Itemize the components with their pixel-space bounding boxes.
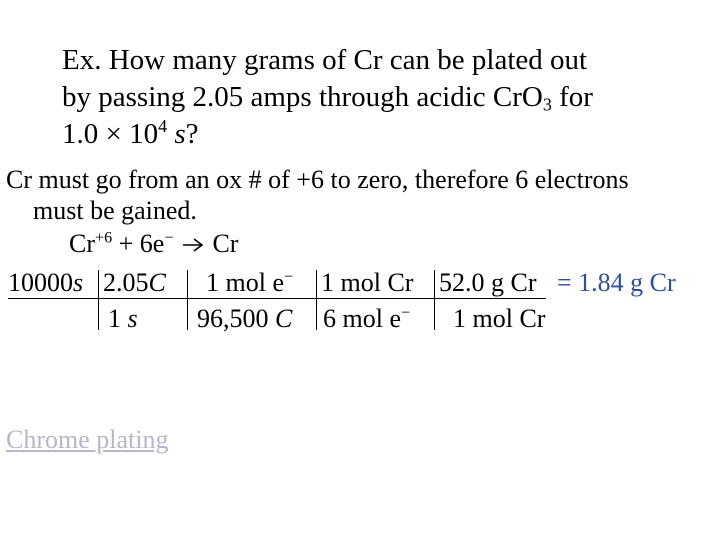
numerator-coulombs: 2.05C — [103, 268, 166, 297]
explanation-text — [6, 164, 716, 226]
column-divider — [187, 270, 188, 330]
denominator-faraday: 96,500 C — [197, 304, 293, 333]
title-line-2: by passing 2.05 amps through acidic CrO$_3$ for — [62, 81, 593, 115]
explanation-line-1: Cr must go from an ox # of +6 to zero, therefore 6 electrons — [6, 165, 629, 194]
denominator-mol-electrons: 6 mol e− — [323, 304, 411, 333]
numerator-mol-cr: 1 mol Cr — [321, 268, 414, 297]
half-reaction: $Cr^{+6} + 6e^-$ Cr — [69, 229, 239, 258]
arrow-right-icon — [182, 237, 204, 253]
numerator-mol-electrons: 1 mol e− — [206, 268, 294, 297]
column-divider — [98, 270, 99, 330]
denominator-mol-cr: 1 mol Cr — [453, 304, 546, 333]
explanation-line-2: must be gained. — [33, 196, 197, 225]
column-divider — [316, 270, 317, 330]
numerator-time: 10000s — [8, 268, 84, 297]
problem-title — [62, 42, 702, 153]
denominator-time: 1 s — [108, 304, 138, 333]
numerator-grams-cr: 52.0 g Cr — [439, 268, 537, 297]
chrome-plating-link[interactable]: Chrome plating — [6, 425, 169, 454]
fraction-bar — [8, 298, 546, 299]
calculation-result: = 1.84 g Cr — [557, 268, 676, 297]
title-line-3: $1.0 \times 10^4$ s? — [62, 116, 199, 150]
title-line-1: Ex. How many grams of Cr can be plated out — [62, 44, 588, 76]
column-divider — [434, 270, 435, 330]
